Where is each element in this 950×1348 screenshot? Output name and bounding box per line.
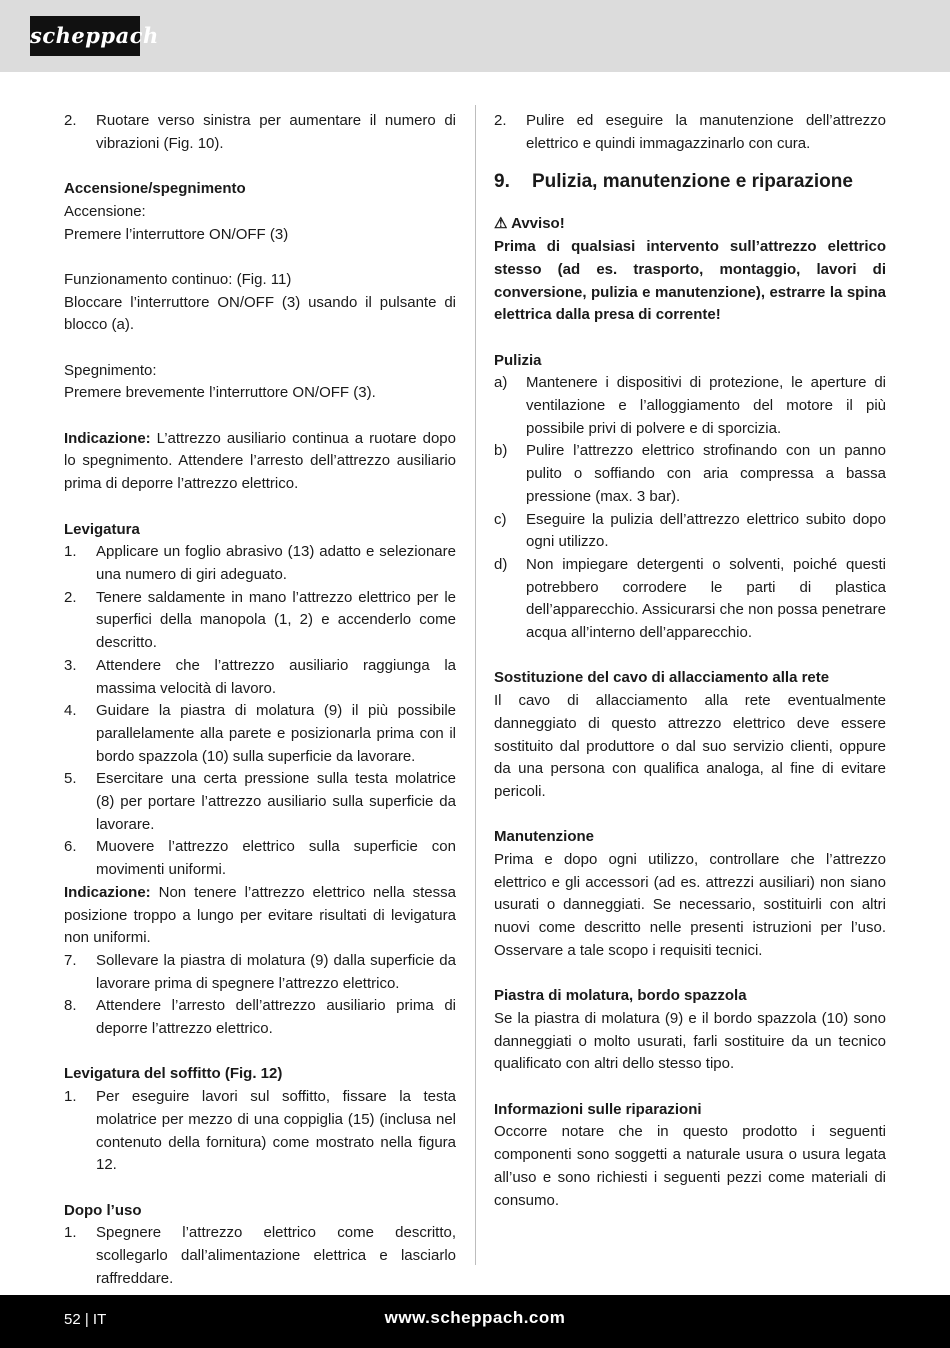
- list-item: d) Non impiegare detergenti o solventi, poiché questi potrebbero corrodere le parti di plastica dell’apparecchio. Assicurarsi che non possa penetrare acqua all’interno dell’apparecchio.: [494, 555, 886, 642]
- list-item: 4. Guidare la piastra di molatura (9) il più possibile parallelamente alla parete e posizionarla prima con il bordo spazzola (10) sulla superficie da lavorare.: [64, 702, 456, 765]
- on-label: Accensione:: [64, 202, 146, 220]
- warning-text: Prima di qualsiasi intervento sull’attrezzo elettrico stesso (ad es. trasporto, montaggio, lavori di conversione, pulizia e manutenzione), estrarre la spina elettrica dalla presa di corrente!: [494, 238, 886, 324]
- maintenance-heading: Manutenzione: [494, 828, 594, 846]
- plate-heading: Piastra di molatura, bordo spazzola: [494, 987, 747, 1005]
- on-text: Premere l’interruttore ON/OFF (3): [64, 225, 289, 243]
- plate-text: Se la piastra di molatura (9) e il bordo spazzola (10) sono danneggiati o molto usurati, farli sostituire da un tecnico qualificato con altri dello stesso tipo.: [494, 1009, 886, 1073]
- off-label: Spegnimento:: [64, 361, 157, 379]
- footer-bar: [0, 1295, 950, 1348]
- list-item: 8. Attendere l’arresto dell’attrezzo ausiliario prima di deporre l’attrezzo elettrico.: [64, 997, 456, 1038]
- onoff-heading: Accensione/spegnimento: [64, 180, 246, 198]
- column-divider: [475, 105, 476, 1265]
- section-title: 9. Pulizia, manutenzione e riparazione: [494, 171, 853, 193]
- cable-text: Il cavo di allacciamento alla rete eventualmente danneggiato di questo attrezzo elettrico deve essere sostituito dal produttore o dal suo servizio clienti, oppure da una persona con qualifica analoga, al fine di evitare pericoli.: [494, 692, 886, 800]
- list-item: 6. Muovere l’attrezzo elettrico sulla superficie con movimenti uniformi.: [64, 838, 456, 879]
- list-item: 2. Pulire ed eseguire la manutenzione dell’attrezzo elettrico e quindi immagazzinarlo con cura.: [494, 112, 886, 152]
- continuous-text: Bloccare l’interruttore ON/OFF (3) usando il pulsante di blocco (a).: [64, 293, 456, 334]
- warning-icon: ⚠: [494, 215, 508, 233]
- list-item: 1. Per eseguire lavori sul soffitto, fissare la testa molatrice per mezzo di una coppiglia (15) (inclusa nel contenuto della fornitura) come mostrato nella figura 12.: [64, 1088, 456, 1174]
- note-paragraph: Indicazione: L’attrezzo ausiliario continua a ruotare dopo lo spegnimento. Attendere l’arresto dell’attrezzo ausiliario prima di deporre l’attrezzo elettrico.: [64, 429, 456, 493]
- sanding-heading: Levigatura: [64, 520, 140, 538]
- continuous-label: Funzionamento continuo: (Fig. 11): [64, 270, 292, 288]
- header-bar: [0, 0, 950, 72]
- warning-title: ⚠ Avviso!: [494, 215, 565, 233]
- right-column: [494, 110, 886, 1212]
- list-item: 5. Esercitare una certa pressione sulla testa molatrice (8) per portare l’attrezzo ausiliario sulla superficie da lavorare.: [64, 770, 456, 833]
- list-item: b) Pulire l’attrezzo elettrico strofinando con un panno pulito o soffiando con aria compressa a bassa pressione (max. 3 bar).: [494, 442, 886, 505]
- list-item: c) Eseguire la pulizia dell’attrezzo elettrico subito dopo ogni utilizzo.: [494, 510, 886, 551]
- repair-heading: Informazioni sulle riparazioni: [494, 1100, 702, 1118]
- note-paragraph: Indicazione: Non tenere l’attrezzo elettrico nella stessa posizione troppo a lungo per evitare risultati di levigatura non uniformi.: [64, 883, 456, 947]
- maintenance-text: Prima e dopo ogni utilizzo, controllare che l’attrezzo elettrico e gli accessori (ad es. attrezzi ausiliari) non siano usurati o danneggiati. Se necessario, sostituirli con altri nuovi come descritto nelle presenti istruzioni per l’uso. Osservare a tale scopo i requisiti tecnici.: [494, 851, 886, 959]
- list-item: 2. Tenere saldamente in mano l’attrezzo elettrico per le superfici della manopola (1, 2) e accenderlo come descritto.: [64, 588, 456, 652]
- cable-heading: Sostituzione del cavo di allacciamento alla rete: [494, 669, 830, 687]
- ceiling-heading: Levigatura del soffitto (Fig. 12): [64, 1065, 283, 1083]
- scheppach-logo: scheppach: [30, 16, 140, 56]
- website-link[interactable]: www.scheppach.com: [384, 1308, 566, 1327]
- list-item: 1. Applicare un foglio abrasivo (13) adatto e selezionare una numero di giri adeguato.: [64, 543, 456, 583]
- left-column: [64, 110, 456, 1290]
- list-item: a) Mantenere i dispositivi di protezione, le aperture di ventilazione e l’alloggiamento del motore il più possibile privi di polvere e di sporcizia.: [494, 374, 886, 437]
- after-use-heading: Dopo l’uso: [64, 1201, 142, 1219]
- repair-text: Occorre notare che in questo prodotto i seguenti componenti sono soggetti a naturale usura o usura legata all’uso e sono richiesti i seguenti pezzi come materiali di consumo.: [494, 1123, 886, 1209]
- list-item: 1. Spegnere l’attrezzo elettrico come descritto, scollegarlo dall’alimentazione elettrica e lasciarlo raffreddare.: [64, 1224, 456, 1287]
- off-text: Premere brevemente l’interruttore ON/OFF (3).: [64, 384, 376, 402]
- list-item: 2. Ruotare verso sinistra per aumentare il numero di vibrazioni (Fig. 10).: [64, 112, 456, 152]
- page-number: 52 | IT: [64, 1311, 107, 1328]
- list-item: 3. Attendere che l’attrezzo ausiliario raggiunga la massima velocità di lavoro.: [64, 656, 456, 697]
- cleaning-heading: Pulizia: [494, 351, 542, 369]
- list-item: 7. Sollevare la piastra di molatura (9) dalla superficie da lavorare prima di spegnere l’attrezzo elettrico.: [64, 951, 456, 992]
